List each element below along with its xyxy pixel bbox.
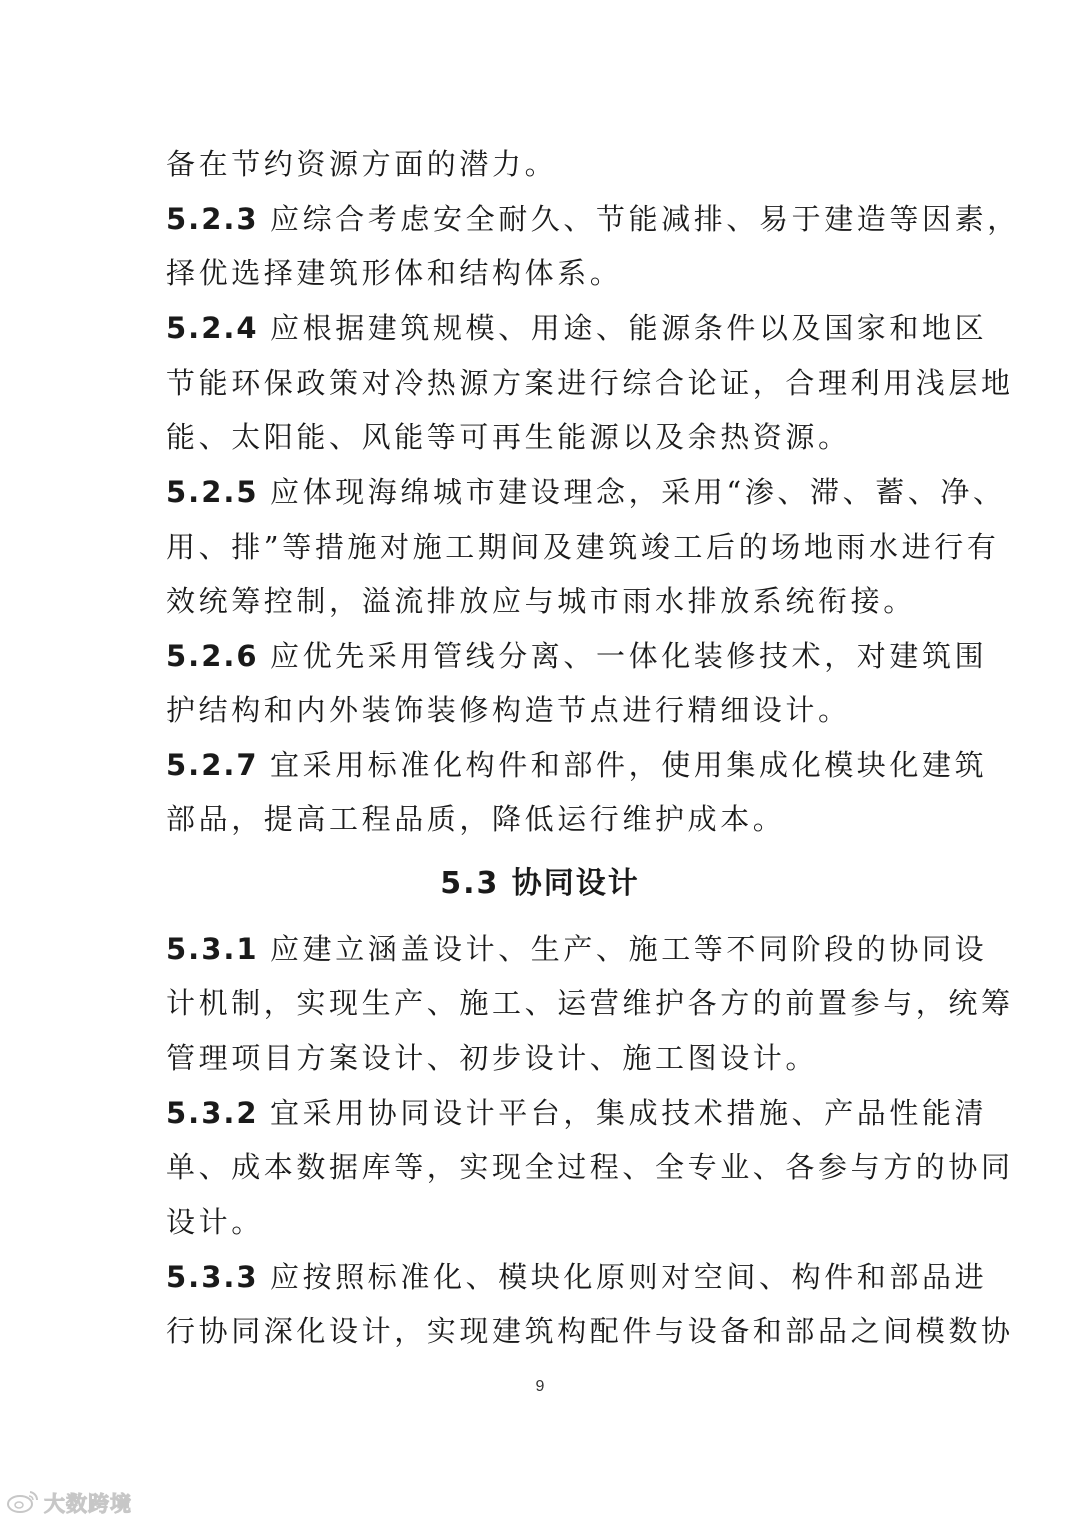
page-number: 9 bbox=[535, 1378, 545, 1395]
body-line bbox=[166, 799, 916, 839]
clause-number: 5.3.3 bbox=[166, 1260, 259, 1294]
watermark-text: 大数跨境 bbox=[44, 1492, 132, 1516]
body-line bbox=[166, 1311, 1014, 1351]
clause-text: 应综合考虑安全耐久、节能减排、易于建造等因素， bbox=[270, 202, 1020, 236]
body-text: 备在节约资源方面的潜力。 bbox=[166, 147, 558, 181]
body-text: 节能环保政策对冷热源方案进行综合论证，合理利用浅层地 bbox=[166, 366, 1014, 400]
section-heading: 5.3 协同设计 bbox=[440, 866, 640, 901]
clause-number: 5.2.6 bbox=[166, 639, 259, 673]
clause-number: 5.2.7 bbox=[166, 748, 259, 782]
body-text: 护结构和内外装饰装修构造节点进行精细设计。 bbox=[166, 693, 851, 727]
body-text: 计机制，实现生产、施工、运营维护各方的前置参与，统筹 bbox=[166, 986, 1014, 1020]
clause-line bbox=[166, 929, 988, 969]
clause-text: 应建立涵盖设计、生产、施工等不同阶段的协同设 bbox=[270, 932, 988, 966]
clause-text: 应根据建筑规模、用途、能源条件以及国家和地区 bbox=[270, 311, 988, 345]
clause-line bbox=[166, 1093, 988, 1133]
clause-line bbox=[166, 308, 988, 348]
body-line bbox=[166, 983, 1014, 1023]
body-line bbox=[166, 253, 916, 293]
body-line bbox=[166, 417, 916, 457]
body-line bbox=[166, 581, 916, 621]
clause-number: 5.2.3 bbox=[166, 202, 259, 236]
body-line bbox=[166, 1038, 916, 1078]
body-line bbox=[166, 144, 916, 184]
body-text: 效统筹控制，溢流排放应与城市雨水排放系统衔接。 bbox=[166, 584, 916, 618]
body-text: 部品，提高工程品质，降低运行维护成本。 bbox=[166, 802, 786, 836]
clause-number: 5.3.2 bbox=[166, 1096, 259, 1130]
clause-text: 应优先采用管线分离、一体化装修技术，对建筑围 bbox=[270, 639, 988, 673]
body-text: 择优选择建筑形体和结构体系。 bbox=[166, 256, 623, 290]
clause-line bbox=[166, 636, 988, 676]
clause-number: 5.2.5 bbox=[166, 475, 259, 509]
body-line bbox=[166, 690, 916, 730]
body-text: 单、成本数据库等，实现全过程、全专业、各参与方的协同 bbox=[166, 1150, 1014, 1184]
clause-line bbox=[166, 745, 988, 785]
clause-text: 宜采用协同设计平台，集成技术措施、产品性能清 bbox=[270, 1096, 988, 1130]
clause-text: 应体现海绵城市建设理念，采用“渗、滞、蓄、净、 bbox=[270, 475, 1006, 509]
body-text: 管理项目方案设计、初步设计、施工图设计。 bbox=[166, 1041, 819, 1075]
body-line bbox=[166, 1147, 1014, 1187]
body-text: 设计。 bbox=[166, 1205, 264, 1239]
body-line bbox=[166, 363, 1014, 403]
weibo-logo-icon bbox=[6, 1488, 40, 1518]
body-text: 能、太阳能、风能等可再生能源以及余热资源。 bbox=[166, 420, 851, 454]
body-line bbox=[166, 527, 1000, 567]
clause-line bbox=[166, 1257, 988, 1297]
clause-text: 应按照标准化、模块化原则对空间、构件和部品进 bbox=[270, 1260, 988, 1294]
clause-line bbox=[166, 199, 1020, 239]
clause-number: 5.2.4 bbox=[166, 311, 259, 345]
clause-number: 5.3.1 bbox=[166, 932, 259, 966]
body-line bbox=[166, 1202, 916, 1242]
clause-text: 宜采用标准化构件和部件，使用集成化模块化建筑 bbox=[270, 748, 988, 782]
clause-line bbox=[166, 472, 1006, 512]
watermark bbox=[6, 1488, 132, 1518]
body-text: 行协同深化设计，实现建筑构配件与设备和部品之间模数协 bbox=[166, 1314, 1014, 1348]
body-text: 用、排”等措施对施工期间及建筑竣工后的场地雨水进行有 bbox=[166, 530, 1000, 564]
